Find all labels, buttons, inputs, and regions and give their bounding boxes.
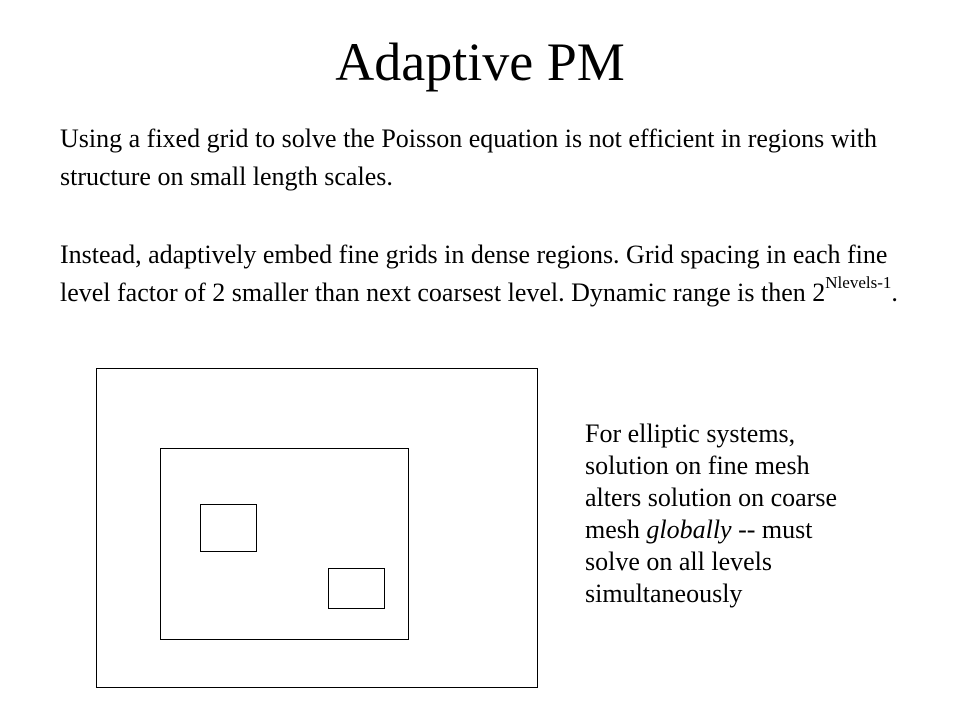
finer-grid-box-1	[200, 504, 257, 552]
intro-paragraph: Using a fixed grid to solve the Poisson equation is not efficient in regions with structure on small length scales.	[60, 124, 877, 191]
finer-grid-box-2	[328, 568, 385, 609]
note-line	[585, 514, 925, 546]
note-text: -- must	[731, 515, 813, 544]
emphasis-globally: globally	[646, 515, 732, 544]
note-text: mesh	[585, 515, 647, 544]
adaptive-paragraph-text: Instead, adaptively embed fine grids in dense regions. Grid spacing in each fine level factor of 2 smaller than next coarsest level. Dynamic range is then 2	[60, 240, 888, 307]
note-line: solution on fine mesh	[585, 451, 810, 480]
note-line: alters solution on coarse	[585, 483, 837, 512]
adaptive-paragraph	[60, 236, 910, 312]
note-line: simultaneously	[585, 579, 743, 608]
exponent: Nlevels-1	[825, 273, 892, 293]
note-line: solve on all levels	[585, 547, 773, 576]
note-line: For elliptic systems,	[585, 419, 796, 448]
slide-title: Adaptive PM	[335, 32, 625, 92]
fine-grid-box	[160, 448, 409, 640]
paragraph-end: .	[891, 278, 898, 307]
elliptic-note	[585, 418, 925, 610]
